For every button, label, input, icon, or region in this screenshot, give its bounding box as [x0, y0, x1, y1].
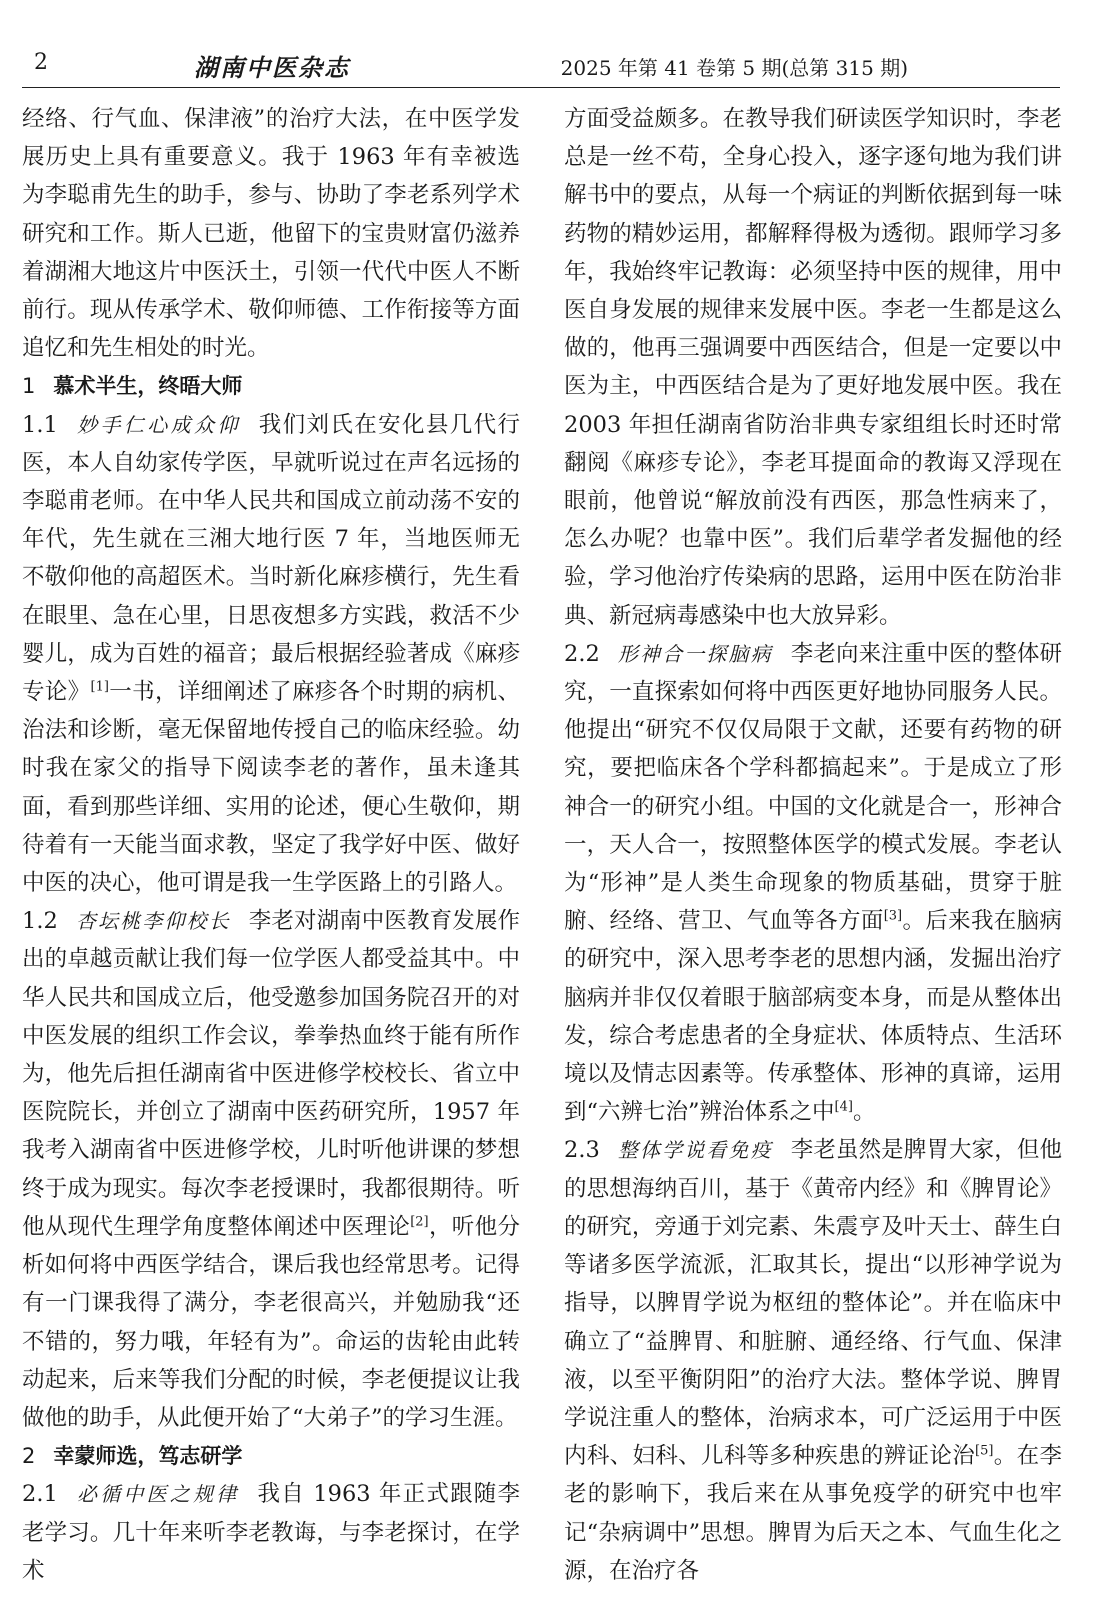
subsection-2-1	[22, 1475, 520, 1590]
section-1-heading	[22, 367, 520, 405]
page-header	[22, 44, 1060, 88]
citation-ref[interactable]: [1]	[90, 679, 109, 695]
paragraph-text: 李老向来注重中医的整体研究，一直探索如何将中西医更好地协同服务人民。他提出“研究不仅仅局限于文献，还要有药物的研究，要把临床各个学科都搞起来”。于是成立了形神合一的研究小组。中国的文化就是合一，形神合一，天人合一，按照整体医学的模式发展。李老认为“形神”是人类生命现象的物质基础，贯穿于脏腑、经络、营卫、气血等各方面	[564, 640, 1062, 935]
paragraph-text: 一书，详细阐述了麻疹各个时期的病机、治法和诊断，毫无保留地传授自己的临床经验。幼时我在家父的指导下阅读李老的著作，虽未逢其面，看到那些详细、实用的论述，便心生敬仰，期待着有一天能当面求教，坚定了我学好中医、做好中医的决心，他可谓是我一生学医路上的引路人。	[22, 679, 520, 897]
subsection-2-3	[564, 1131, 1062, 1589]
subsection-1-2	[22, 902, 520, 1437]
subsection-title: 杏坛桃李仰校长	[75, 909, 231, 934]
citation-ref[interactable]: [4]	[834, 1099, 853, 1115]
journal-name-logo: 湖南中医杂志	[194, 54, 350, 82]
intro-paragraph-continued: 经络、行气血、保津液”的治疗大法，在中医学发展历史上具有重要意义。我于 1963 年有幸被选为李聪甫先生的助手，参与、协助了李老系列学术研究和工作。斯人已逝，他留下的宝贵财富仍滋养着湖湘大地这片中医沃土，引领一代代中医人不断前行。现从传承学术、敬仰师德、工作衔接等方面追忆和先生相处的时光。	[22, 106, 520, 362]
subsection-number: 1.1	[22, 411, 58, 438]
subsection-2-1-continued: 方面受益颇多。在教导我们研读医学知识时，李老总是一丝不苟，全身心投入，逐字逐句地为我们讲解书中的要点，从每一个病证的判断依据到每一味药物的精妙运用，都解释得极为透彻。跟师学习多年，我始终牢记教诲：必须坚持中医的规律，用中医自身发展的规律来发展中医。李老一生都是这么做的，他再三强调要中西医结合，但是一定要以中医为主，中西医结合是为了更好地发展中医。我在 2003 年担任湖南省防治非典专家组组长时还时常翻阅《麻疹专论》，李老耳提面命的教诲又浮现在眼前，他曾说“解放前没有西医，那急性病来了，怎么办呢？也靠中医”。我们后辈学者发掘他的经验，学习他治疗传染病的思路，运用中医在防治非典、新冠病毒感染中也大放异彩。	[564, 106, 1062, 629]
subsection-number: 2.3	[564, 1137, 600, 1164]
section-title: 幸蒙师选，笃志研学	[53, 1444, 243, 1469]
citation-ref[interactable]: [2]	[410, 1214, 429, 1230]
section-number: 1	[22, 374, 36, 399]
subsection-number: 2.2	[564, 640, 600, 667]
paragraph-text: 。在李老的影响下，我后来在从事免疫学的研究中也牢记“杂病调中”思想。脾胃为后天之本、气血生化之源，在治疗各	[564, 1443, 1062, 1584]
subsection-title: 形神合一探脑病	[617, 641, 773, 666]
left-column	[22, 100, 520, 1610]
subsection-2-2	[564, 635, 1062, 1132]
paragraph-text: 。	[852, 1099, 876, 1126]
paragraph-text: 。后来我在脑病的研究中，深入思考李老的思想内涵，发掘出治疗脑病并非仅仅着眼于脑部病变本身，而是从整体出发，综合考虑患者的全身症状、体质特点、生活环境以及情志因素等。传承整体、形神的真谛，运用到“六辨七治”辨治体系之中	[564, 908, 1062, 1126]
subsection-title: 整体学说看免疫	[617, 1138, 773, 1163]
paragraph-text: ，听他分析如何将中西医学结合，课后我也经常思考。记得有一门课我得了满分，李老很高兴，并勉励我“还不错的，努力哦，年轻有为”。命运的齿轮由此转动起来，后来等我们分配的时候，李老便提议让我做他的助手，从此便开始了“大弟子”的学习生涯。	[22, 1213, 520, 1431]
subsection-title: 必循中医之规律	[75, 1482, 240, 1507]
paragraph-text: 李老虽然是脾胃大家，但他的思想海纳百川，基于《黄帝内经》和《脾胃论》的研究，旁通于刘完素、朱震亨及叶天士、薛生白等诸多医学流派，汇取其长，提出“以形神学说为指导，以脾胃学说为枢纽的整体论”。并在临床中确立了“益脾胃、和脏腑、通经络、行气血、保津液，以至平衡阴阳”的治疗大法。整体学说、脾胃学说注重人的整体，治病求本，可广泛运用于中医内科、妇科、儿科等多种疾患的辨证论治	[564, 1137, 1062, 1470]
right-column	[564, 100, 1062, 1610]
paragraph-text: 李老对湖南中医教育发展作出的卓越贡献让我们每一位学医人都受益其中。中华人民共和国成立后，他受邀参加国务院召开的对中医发展的组织工作会议，拳拳热血终于能有所作为，他先后担任湖南省中医进修学校校长、省立中医院院长，并创立了湖南中医药研究所，1957 年我考入湖南省中医进修学校，儿时听他讲课的梦想终于成为现实。每次李老授课时，我都很期待。听他从现代生理学角度整体阐述中医理论	[22, 908, 520, 1240]
section-number: 2	[22, 1444, 36, 1469]
paragraph-text: 我们刘氏在安化县几代行医，本人自幼家传学医，早就听说过在声名远扬的李聪甫老师。在中华人民共和国成立前动荡不安的年代，先生就在三湘大地行医 7 年，当地医师无不敬仰他的高超医术。当时新化麻疹横行，先生看在眼里、急在心里，日思夜想多方实践，救活不少婴儿，成为百姓的福音；最后根据经验著成《麻疹专论》	[22, 411, 520, 706]
issue-info: 2025 年第 41 卷第 5 期(总第 315 期)	[560, 56, 908, 80]
subsection-number: 1.2	[22, 908, 58, 935]
subsection-1-1	[22, 406, 520, 903]
citation-ref[interactable]: [3]	[883, 908, 903, 924]
section-2-heading	[22, 1437, 520, 1475]
paragraph-text: 我自 1963 年正式跟随李老学习。几十年来听李老教诲，与李老探讨，在学术	[22, 1481, 520, 1584]
section-title: 慕术半生，终晤大师	[53, 374, 243, 399]
page-number: 2	[34, 50, 48, 75]
header-divider	[22, 87, 1060, 88]
subsection-number: 2.1	[22, 1481, 58, 1508]
subsection-title: 妙手仁心成众仰	[75, 412, 241, 437]
citation-ref[interactable]: [5]	[975, 1443, 994, 1459]
